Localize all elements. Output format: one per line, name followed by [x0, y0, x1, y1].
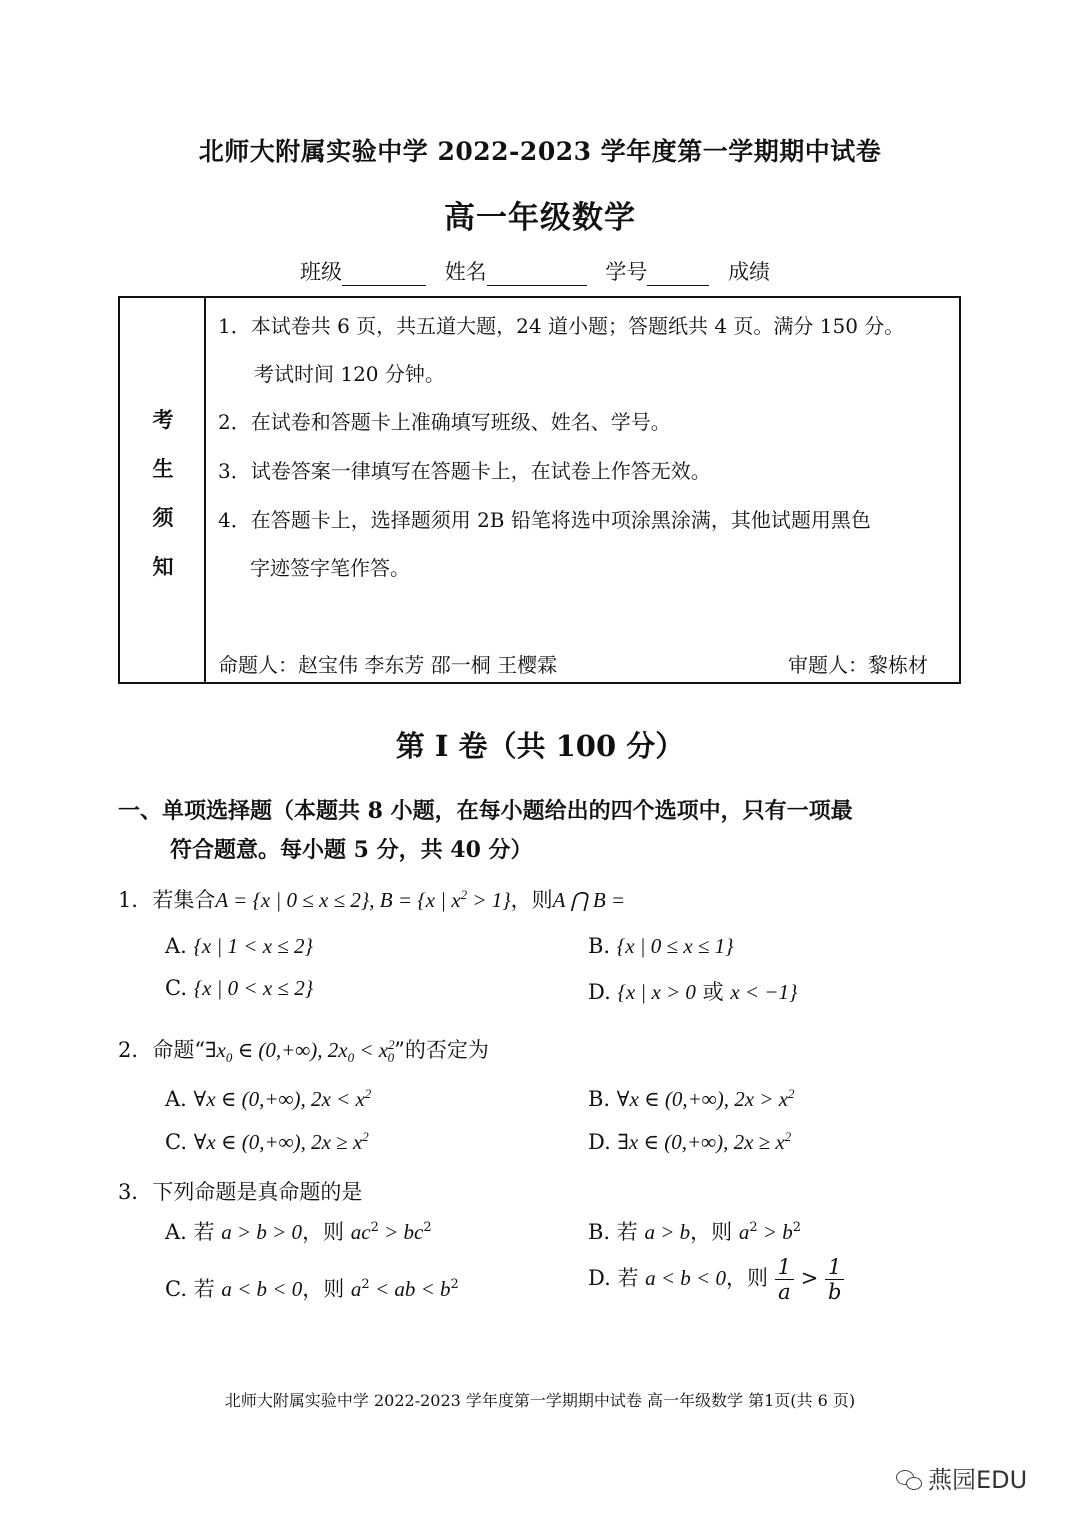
section-title: 第 I 卷（共 100 分）: [395, 729, 685, 763]
notice-reviewer: 审题人：黎栋材: [788, 653, 928, 677]
q3-option-a: A. 若 a > b > 0，则 $ac^2 > bc^2$: [165, 1220, 432, 1244]
name-label: 姓名: [444, 260, 487, 284]
watermark: 燕园EDU: [896, 1460, 1027, 1495]
exam-subtitle: 高一年级数学: [444, 200, 636, 236]
wechat-icon: [896, 1470, 922, 1492]
question-1: [118, 884, 625, 914]
class-blank: [342, 265, 426, 286]
fraction-1-over-a: $\frac{1}{a}$: [775, 1255, 794, 1304]
question-3: 3．下列命题是真命题的是: [118, 1180, 363, 1204]
notice-label-char: 考: [152, 407, 174, 432]
q2-tail: ”的否定为: [394, 1038, 489, 1062]
part-heading: 一、单项选择题（本题共 8 小题，在每小题给出的四个选项中，只有一项最: [118, 798, 853, 824]
q1-option-a: A. {x | 1 < x ≤ 2}: [165, 934, 313, 958]
page-footer: 北师大附属实验中学 2022-2023 学年度第一学期期中试卷 高一年级数学 第1页(共 6 页): [224, 1391, 856, 1410]
notice-item-3: 3．试卷答案一律填写在答题卡上，在试卷上作答无效。: [218, 459, 711, 483]
class-label: 班级: [300, 260, 342, 284]
notice-item-1: 1．本试卷共 6 页，共五道大题，24 道小题；答题纸共 4 页。满分 150 分。: [218, 314, 905, 338]
notice-item-1-cont: 考试时间 120 分钟。: [254, 362, 445, 386]
q2-number: 2．命题“: [118, 1038, 206, 1062]
q2-option-a: A. ∀x ∈ (0,+∞), $2x < x^2$: [165, 1086, 372, 1111]
q1-number: 1．若集合: [118, 888, 216, 912]
notice-label-char: 知: [152, 554, 174, 579]
question-2: [118, 1034, 489, 1066]
student-info-line: [300, 256, 770, 286]
q3-option-b: B. 若 a > b，则 $a^2 > b^2$: [588, 1220, 802, 1244]
q2-option-b: B. ∀x ∈ (0,+∞), $2x > x^2$: [588, 1086, 795, 1111]
q1-intersection: A ⋂ B =: [552, 888, 626, 912]
notice-label: [120, 298, 206, 682]
score-label: 成绩: [728, 260, 771, 284]
notice-item-2: 2．在试卷和答题卡上准确填写班级、姓名、学号。: [218, 410, 671, 434]
notice-label-char: 生: [152, 456, 174, 481]
name-blank: [487, 265, 587, 286]
q2-option-d: D. ∃x ∈ (0,+∞), $2x \ge x^2$: [588, 1129, 792, 1154]
exam-title: 北师大附属实验中学 2022-2023 学年度第一学期期中试卷: [198, 137, 882, 166]
notice-label-char: 须: [152, 505, 174, 530]
id-label: 学号: [605, 260, 648, 284]
q1-tail: ，则: [510, 888, 553, 912]
q1-option-c: C. {x | 0 < x ≤ 2}: [165, 976, 314, 1000]
q1-option-b: B. {x | 0 ≤ x ≤ 1}: [588, 934, 734, 958]
q1-option-d: D. {x | x > 0 或 x < −1}: [588, 980, 798, 1004]
q2-option-c: C. ∀x ∈ (0,+∞), $2x \ge x^2$: [165, 1129, 369, 1154]
notice-item-4: 4．在答题卡上，选择题须用 2B 铅笔将选中项涂黑涂满，其他试题用黑色: [218, 508, 871, 532]
q2-proposition: $\exists x_0$ ∈ (0,+∞), $2x_0 < x^2_0$: [205, 1037, 395, 1066]
notice-item-4-cont: 字迹签字笔作答。: [250, 556, 410, 580]
q3-option-c: C. 若 a < b < 0，则 $a^2$ < ab < $b^2$: [165, 1277, 459, 1301]
notice-authors: 命题人：赵宝伟 李东芳 邵一桐 王樱霖: [218, 653, 558, 677]
id-blank: [647, 265, 709, 286]
fraction-1-over-b: $\frac{1}{b}$: [825, 1255, 844, 1304]
q1-sets: A = {x | 0 ≤ x ≤ 2}, B = {x | $x^2 > 1$}: [215, 887, 511, 912]
part-heading-cont: 符合题意。每小题 5 分，共 40 分）: [170, 837, 533, 863]
notice-box: [118, 296, 961, 684]
q3-option-d: D. 若 a < b < 0，则 $\frac{1}{a}$ > $\frac{1}{b}$: [588, 1255, 844, 1304]
